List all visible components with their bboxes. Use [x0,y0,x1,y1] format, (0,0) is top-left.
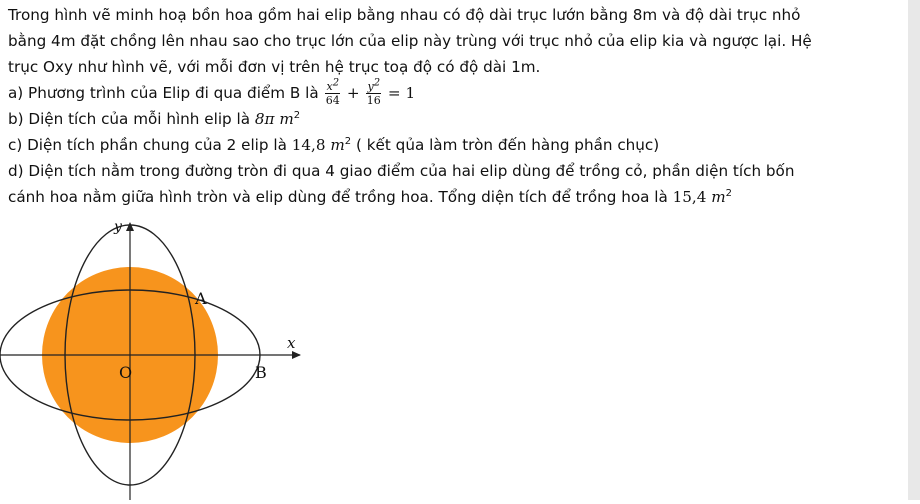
fraction-y-denominator: 16 [366,94,381,107]
point-a-label: A [195,289,207,308]
window-edge-strip [908,0,920,500]
statement-a [8,77,898,107]
exponent: 2 [332,77,340,89]
fraction-x-numerator: x [326,80,333,93]
fraction-y-numerator: y [367,80,374,93]
point-b-label: B [255,363,267,382]
plus-sign: + [346,84,360,102]
equation-rhs: = 1 [387,84,416,102]
intro-line-2: bằng 4m đặt chồng lên nhau sao cho trục lớn của elip này trùng với trục nhỏ của elip kia và ngược lại. Hệ [8,32,812,50]
fraction-x-denominator: 64 [325,94,340,107]
unit-m: m [330,136,345,154]
intro-line-1: Trong hình vẽ minh hoạ bồn hoa gồm hai elip bằng nhau có độ dài trục lướn bằng 8m và độ dài trục nhỏ [8,6,801,24]
statement-c-text: c) Diện tích phần chung của 2 elip là [8,136,287,154]
intro-line-3: trục Oxy như hình vẽ, với mỗi đơn vị trên hệ trục toạ độ có độ dài 1m. [8,58,541,76]
origin-label: O [119,363,133,382]
statement-d-line-2 [8,184,898,210]
fraction-y [366,77,381,107]
y-axis-label: y [114,219,122,235]
fraction-x [325,77,340,107]
unit-m: m [279,110,294,128]
problem-text [8,2,898,210]
statement-b [8,106,898,132]
statement-d-text: cánh hoa nằm giữa hình tròn và elip dùng để trồng hoa. Tổng diện tích để trồng hoa là [8,188,668,206]
unit-exponent: 2 [293,109,301,121]
x-axis-label: x [287,334,296,352]
statement-c-note: ( kết qủa làm tròn đến hàng phần chục) [356,136,660,154]
unit-exponent: 2 [344,135,352,147]
ellipse-figure [0,215,320,500]
statement-d-line-1: d) Diện tích nằm trong đường tròn đi qua 4 giao điểm của hai elip dùng để trồng cỏ, phần diện tích bốn [8,162,795,180]
unit-exponent: 2 [725,187,733,199]
statement-d-value: 15,4 [672,188,707,206]
figure-svg [0,215,320,500]
statement-c-value: 14,8 [291,136,326,154]
exponent: 2 [373,77,381,89]
statement-c [8,132,898,158]
statement-b-value: 8π [254,110,275,128]
statement-a-text: a) Phương trình của Elip đi qua điểm B là [8,84,319,102]
unit-m: m [711,188,726,206]
statement-b-text: b) Diện tích của mỗi hình elip là [8,110,251,128]
